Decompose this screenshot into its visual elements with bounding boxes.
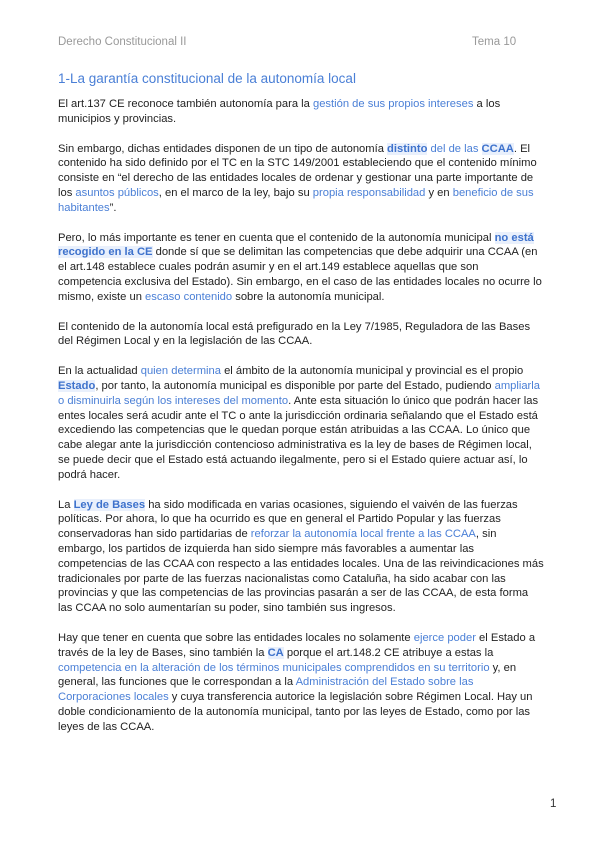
bold-highlight-segment: distinto (387, 142, 428, 155)
text-segment: Pero, lo más importante es tener en cuenta que el contenido de la autonomía municipal (58, 231, 495, 244)
paragraph (58, 320, 544, 350)
highlight-segment: beneficio de sus habitantes (58, 186, 534, 214)
document-body (58, 71, 544, 749)
text-segment: y, en general, las funciones que le correspondan a la (58, 661, 517, 689)
text-segment: Hay que tener en cuenta que sobre las entidades locales no solamente (58, 631, 414, 644)
highlight-segment: quien determina (140, 365, 221, 378)
highlight-segment: gestión de sus propios intereses (312, 98, 474, 110)
text-segment: La (58, 498, 74, 511)
header-topic: Tema 10 (472, 36, 517, 48)
paragraph (58, 364, 544, 482)
highlight-segment: escaso contenido (145, 290, 233, 303)
text-segment: , en el marco de la ley, bajo su (158, 186, 313, 199)
text-segment: porque el art.148.2 CE atribuye a estas la (283, 646, 494, 659)
bold-highlight-segment: CCAA (481, 142, 514, 155)
section-title: 1-La garantía constitucional de la autonomía local (58, 71, 356, 86)
highlight-segment: del de las (427, 142, 482, 155)
text-segment: ha sido modificada en varias ocasiones, siguiendo el vaivén de las fuerzas políticas. Por ahora, lo que ha ocurrido es que en general el Partido Popular y las fuerzas conservadoras han sido partidarias de (58, 498, 518, 541)
paragraph (58, 498, 544, 616)
text-segment: . Ante esta situación lo único que podrán hacer las entes locales será acudir ante el TC o ante la jurisdicción ordinaria señalando que el Estado está excediendo las competencias que le quedan porque están atribuidas a las CCAA. Lo único que cabe alegar ante la jurisdicción contencioso administrativa es la ley de bases de Régimen local, se puede decir que el Estado está actuando ilegalmente, pero si el Estado quiere actuar así, lo podrá hacer. (58, 394, 539, 481)
bold-highlight-segment: Ley de Bases (73, 498, 146, 511)
highlight-segment: asuntos públicos (75, 186, 159, 199)
text-segment: el Estado a través de la ley de Bases, sino también la (58, 631, 536, 659)
header-subject: Derecho Constitucional II (58, 36, 187, 48)
text-segment: Sin embargo, dichas entidades disponen de un tipo de autonomía (58, 142, 388, 155)
text-segment: , por tanto, la autonomía municipal es disponible por parte del Estado, pudiendo (95, 379, 495, 392)
text-segment: a los municipios y provincias. (58, 98, 501, 125)
text-segment: . El contenido ha sido definido por el TC en la STC 149/2001 estableciendo que el contenido mínimo consiste en “el derecho de las entidades locales de ordenar y gestionar una parte importante de los (58, 142, 537, 199)
highlight-segment: Administración del Estado sobre las Corporaciones locales (58, 676, 474, 704)
text-segment: y cuya transferencia autorice la legislación sobre Régimen Local. Hay un doble condicionamiento de la autonomía municipal, tanto por las leyes de Estado, como por las leyes de las CCAA. (58, 691, 533, 733)
paragraph (58, 631, 544, 735)
text-segment: sobre la autonomía municipal. (232, 290, 385, 303)
text-segment: el ámbito de la autonomía municipal y provincial es el propio (220, 365, 524, 378)
text-segment: El art.137 CE reconoce también autonomía para la (58, 98, 313, 110)
text-segment: El contenido de la autonomía local está prefigurado en la Ley 7/1985, Reguladora de las Bases del Régimen Local y en la legislación de las CCAA. (58, 320, 531, 348)
highlight-segment: ampliarla o disminuirla según los intereses del momento (58, 379, 540, 407)
highlight-segment: propia responsabilidad (312, 186, 426, 199)
bold-highlight-segment: CA (267, 646, 284, 659)
text-segment: ”. (109, 201, 117, 214)
paragraph (58, 97, 544, 127)
paragraph (58, 231, 544, 305)
highlight-segment: reforzar la autonomía local frente a las CCAA (250, 528, 476, 541)
paragraph (58, 142, 544, 216)
page-number: 1 (550, 798, 557, 810)
bold-highlight-segment: no está recogido en la CE (58, 231, 534, 259)
highlight-segment: ejerce poder (413, 631, 476, 644)
text-segment: , sin embargo, los partidos de izquierda han sido siempre más favorables a aumentar las competencias de las CCAA con respecto a las entidades locales. Una de las reivindicaciones más tradicionales por parte de las fuerzas nacionalistas como Cataluña, ha sido acabar con las provincias y que las competencias de las provincias pasarán a ser de las CCAA, de esta forma las CCAA no solo aumentarían su poder, sino también sus ingresos. (58, 528, 544, 615)
text-segment: donde sí que se delimitan las competencias que debe adquirir una CCAA (en el art.148 establece cuales podrán asumir y en el art.149 establece aquellas que son competencia exclusiva del Estado). Sin embargo, en el caso de las entidades locales no ocurre lo mismo, existe un (58, 246, 542, 303)
highlight-segment: competencia en la alteración de los términos municipales comprendidos en su territorio (58, 661, 490, 674)
text-segment: y en (425, 186, 453, 199)
bold-highlight-segment: Estado (58, 379, 96, 392)
text-segment: En la actualidad (58, 365, 141, 378)
